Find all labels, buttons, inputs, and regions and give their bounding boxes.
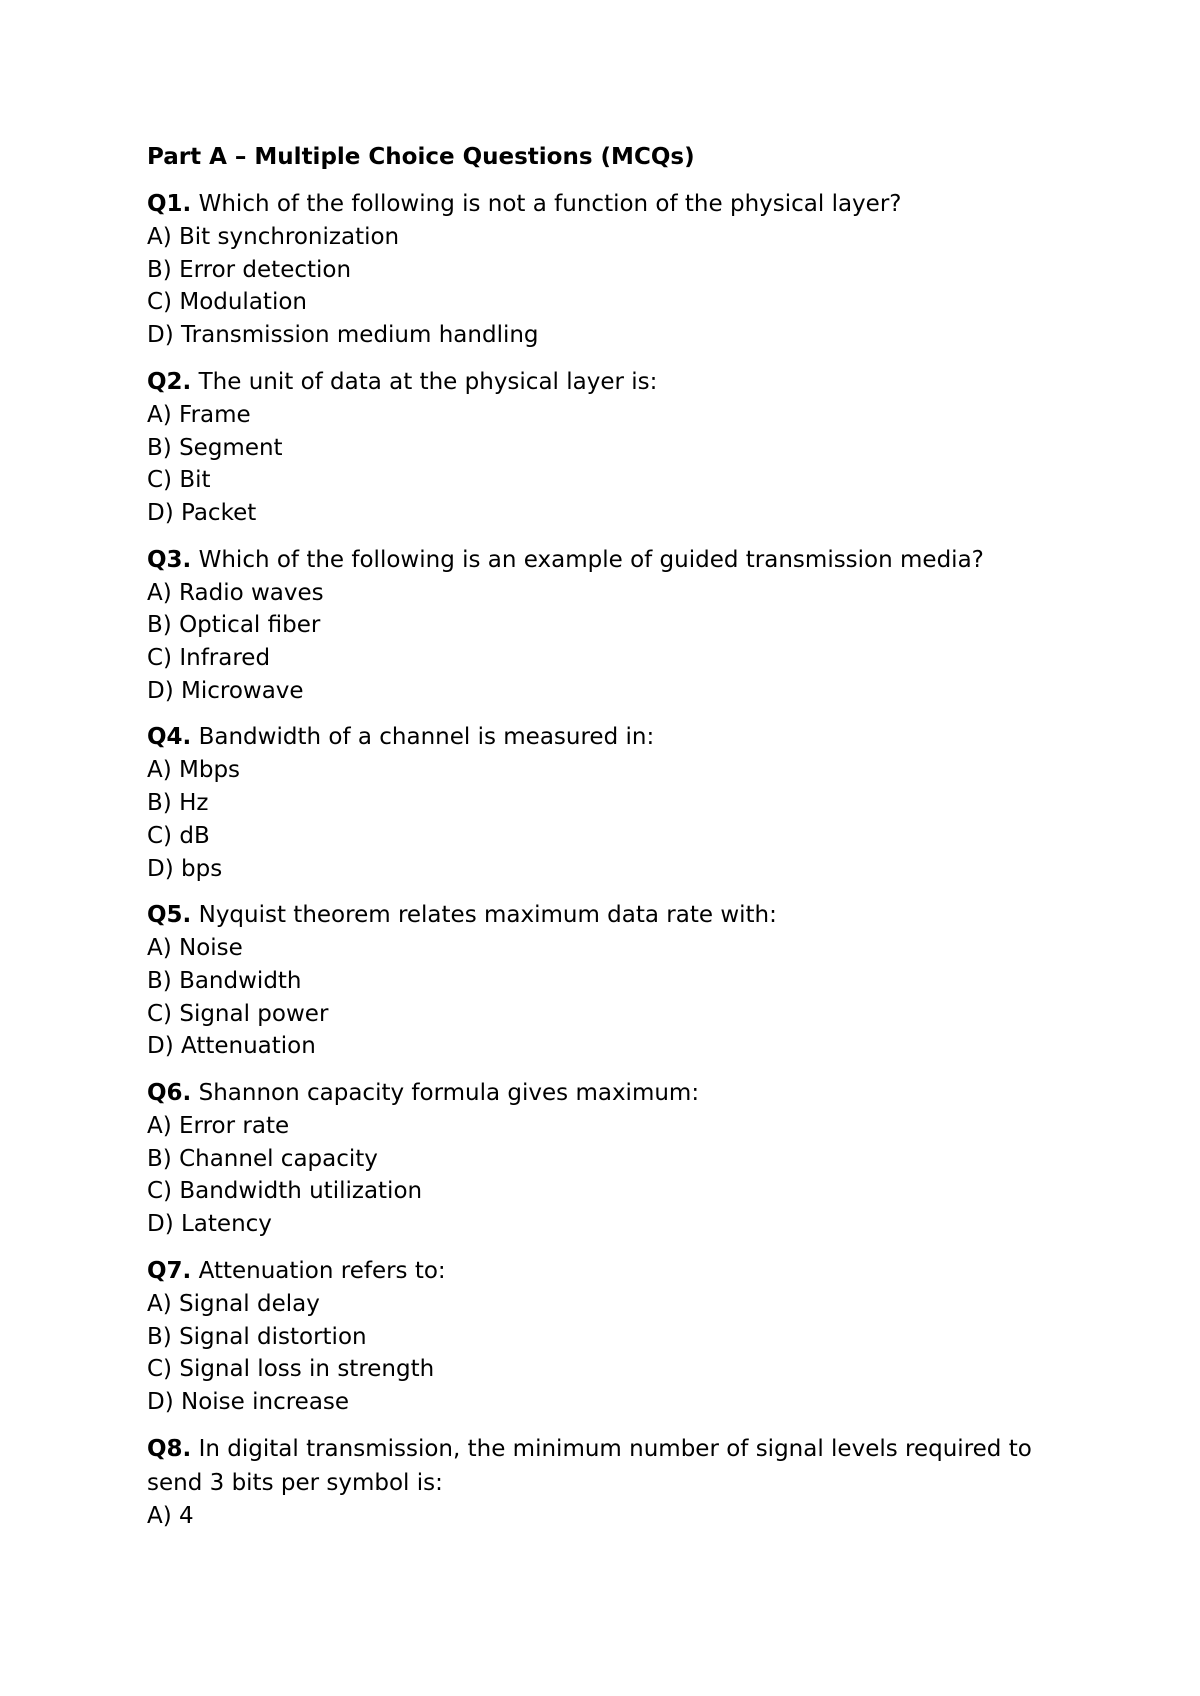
question-2 bbox=[147, 365, 1067, 530]
option: A) Noise bbox=[147, 935, 243, 962]
option: B) Error detection bbox=[147, 256, 352, 283]
option: D) Attenuation bbox=[147, 1033, 316, 1060]
question-number: Q6. bbox=[147, 1080, 192, 1107]
question-number: Q4. bbox=[147, 724, 192, 751]
question-6 bbox=[147, 1076, 1067, 1241]
option: A) Signal delay bbox=[147, 1290, 320, 1317]
question-number: Q1. bbox=[147, 191, 192, 217]
option-list bbox=[147, 1110, 1067, 1241]
question-text: Which of the following is not a function of the physical layer? bbox=[198, 191, 902, 217]
question-5 bbox=[147, 898, 1067, 1063]
question-number: Q5. bbox=[147, 902, 192, 929]
option: B) Channel capacity bbox=[147, 1145, 378, 1172]
option: A) Error rate bbox=[147, 1113, 290, 1140]
option: B) Hz bbox=[147, 790, 209, 817]
question-number: Q8. bbox=[147, 1435, 192, 1462]
question-text: Bandwidth of a channel is measured in: bbox=[198, 724, 655, 751]
option: D) Transmission medium handling bbox=[147, 322, 539, 349]
option: C) dB bbox=[147, 822, 210, 849]
option: A) Mbps bbox=[147, 757, 241, 784]
option: C) Modulation bbox=[147, 289, 307, 316]
option: D) Latency bbox=[147, 1211, 272, 1238]
option-list bbox=[147, 754, 1067, 885]
question-number: Q7. bbox=[147, 1257, 192, 1284]
option: D) Microwave bbox=[147, 677, 304, 704]
option: B) Segment bbox=[147, 434, 283, 461]
option: D) Noise increase bbox=[147, 1388, 350, 1415]
document-page bbox=[147, 140, 1067, 1545]
question-number: Q3. bbox=[147, 546, 192, 573]
option-list bbox=[147, 399, 1067, 530]
question-8 bbox=[147, 1432, 1067, 1533]
option-list bbox=[147, 1500, 1067, 1533]
question-7 bbox=[147, 1254, 1067, 1419]
question-text: Shannon capacity formula gives maximum: bbox=[198, 1080, 700, 1107]
question-1 bbox=[147, 187, 1067, 352]
option: D) Packet bbox=[147, 499, 257, 526]
option: C) Signal loss in strength bbox=[147, 1356, 435, 1383]
option: D) bps bbox=[147, 855, 223, 882]
option: C) Bandwidth utilization bbox=[147, 1178, 423, 1205]
option-list bbox=[147, 1288, 1067, 1419]
option: A) 4 bbox=[147, 1502, 194, 1529]
option: A) Frame bbox=[147, 401, 251, 428]
question-4 bbox=[147, 720, 1067, 885]
question-3 bbox=[147, 543, 1067, 708]
option: A) Bit synchronization bbox=[147, 224, 400, 250]
question-text: Attenuation refers to: bbox=[198, 1257, 446, 1284]
part-title: Part A – Multiple Choice Questions (MCQs) bbox=[147, 144, 695, 170]
option: A) Radio waves bbox=[147, 579, 324, 606]
option: C) Infrared bbox=[147, 645, 271, 672]
question-text: Nyquist theorem relates maximum data rate with: bbox=[198, 902, 777, 929]
option-list bbox=[147, 221, 1067, 352]
option: B) Bandwidth bbox=[147, 967, 302, 994]
option: C) Bit bbox=[147, 467, 211, 494]
option-list bbox=[147, 932, 1067, 1063]
question-text: The unit of data at the physical layer is: bbox=[198, 368, 658, 395]
question-text: Which of the following is an example of guided transmission media? bbox=[198, 546, 984, 573]
question-number: Q2. bbox=[147, 368, 192, 395]
option-list bbox=[147, 577, 1067, 708]
option: B) Optical fiber bbox=[147, 612, 321, 639]
option: B) Signal distortion bbox=[147, 1323, 367, 1350]
question-text: In digital transmission, the minimum number of signal levels required to send 3 bits per symbol is: bbox=[147, 1435, 1032, 1496]
option: C) Signal power bbox=[147, 1000, 329, 1027]
